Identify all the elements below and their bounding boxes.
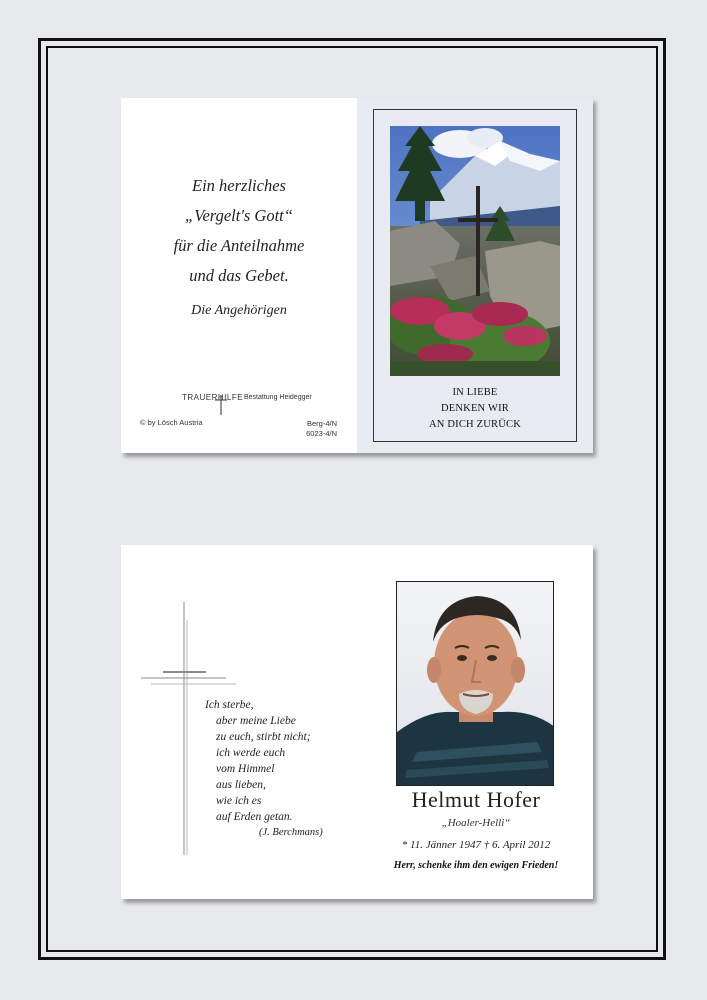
thanks-line-4: und das Gebet. <box>189 266 289 285</box>
verse-line-8: auf Erden getan. <box>216 811 293 823</box>
card-code-2: 6023-4/N <box>306 429 337 438</box>
thank-you-panel <box>121 98 357 453</box>
verse-line-4: ich werde euch <box>216 747 286 759</box>
thanks-line-3: für die Anteilnahme <box>173 236 305 255</box>
deceased-name: Helmut Hofer <box>411 787 541 812</box>
funeral-home-logo <box>176 393 346 419</box>
signature-relatives: Die Angehörigen <box>191 303 287 318</box>
cover-panel <box>357 98 593 453</box>
prayer-line: Herr, schenke ihm den ewigen Frieden! <box>393 860 559 871</box>
logo-company-text: Bestattung Heidegger <box>244 394 312 401</box>
copyright-text: © by Lösch Austria <box>140 418 203 427</box>
verse-line-5: vom Himmel <box>216 763 275 775</box>
verse-author: (J. Berchmans) <box>259 827 323 838</box>
logo-brand-text: TRAUERHILFE <box>182 393 244 402</box>
memory-line-2: DENKEN WIR <box>440 403 509 414</box>
verse-line-3: zu euch, stirbt nicht; <box>216 731 311 743</box>
portrait-photo <box>396 581 554 786</box>
verse-line-7: wie ich es <box>216 795 262 807</box>
mourning-card-inside <box>121 545 593 899</box>
deceased-nickname: „Hoaler-Helli“ <box>441 817 511 829</box>
memory-line-1: IN LIEBE <box>452 387 498 398</box>
verse-line-1: Ich sterbe, <box>205 699 254 711</box>
mourning-card-front <box>121 98 593 453</box>
mountain-cross-photo <box>390 126 560 376</box>
thanks-line-2: „Vergelt's Gott“ <box>185 206 293 225</box>
verse-line-2: aber meine Liebe <box>216 715 296 727</box>
card-code-1: Berg-4/N <box>306 419 337 428</box>
life-dates: * 11. Jänner 1947 † 6. April 2012 <box>401 839 551 851</box>
memory-line-3: AN DICH ZURÜCK <box>428 419 522 430</box>
thanks-line-1: Ein herzliches <box>192 176 286 195</box>
verse-line-6: aus lieben, <box>216 779 266 791</box>
